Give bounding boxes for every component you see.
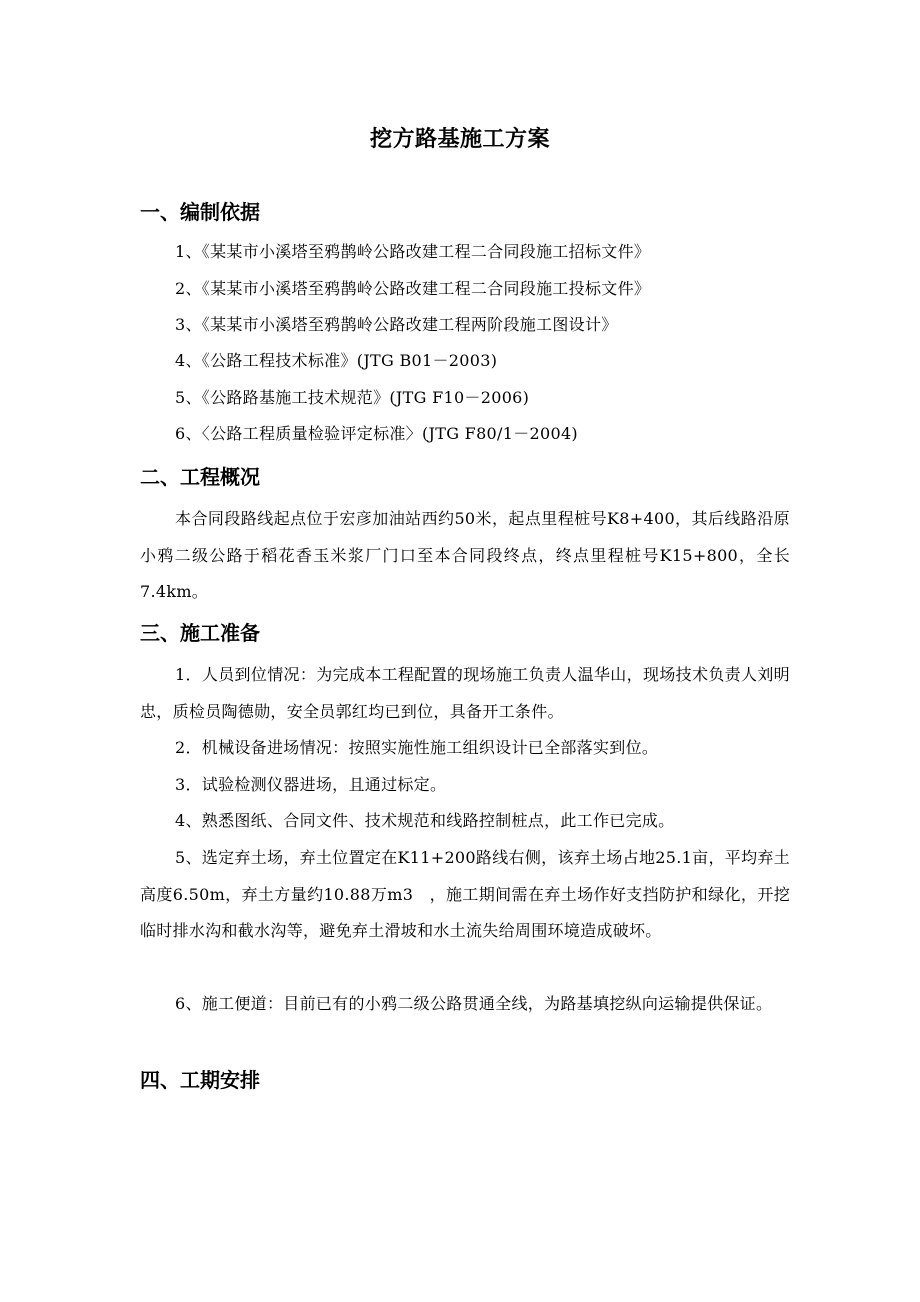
preparation-paragraph-4: 4、熟悉图纸、合同文件、技术规范和线路控制桩点，此工作已完成。: [175, 811, 675, 830]
preparation-paragraph-1: 1．人员到位情况：为完成本工程配置的现场施工负责人温华山，现场技术负责人刘明忠，质检员陶德勋，安全员郭红均已到位，具备开工条件。: [140, 665, 790, 721]
basis-item-5: 5、《公路路基施工技术规范》(JTG F10－2006): [175, 388, 530, 407]
section-heading-preparation: 三、施工准备: [140, 621, 260, 645]
basis-item-6: 6、〈公路工程质量检验评定标准〉(JTG F80/1－2004): [175, 424, 578, 443]
section-heading-schedule: 四、工期安排: [140, 1068, 260, 1092]
preparation-paragraph-3: 3．试验检测仪器进场，且通过标定。: [175, 775, 447, 794]
overview-paragraph: 本合同段路线起点位于宏彦加油站西约50米，起点里程桩号K8+400，其后线路沿原小鸦二级公路于稻花香玉米浆厂门口至本合同段终点，终点里程桩号K15+800，全长7.4km。: [140, 509, 790, 601]
basis-item-2: 2、《某某市小溪塔至鸦鹊岭公路改建工程二合同段施工投标文件》: [175, 279, 651, 298]
document-title: 挖方路基施工方案: [369, 127, 550, 152]
section-heading-basis: 一、编制依据: [140, 200, 260, 224]
basis-item-1: 1、《某某市小溪塔至鸦鹊岭公路改建工程二合同段施工招标文件》: [175, 242, 651, 261]
basis-item-4: 4、《公路工程技术标准》(JTG B01－2003): [175, 351, 498, 370]
preparation-paragraph-5: 5、选定弃土场，弃土位置定在K11+200路线右侧，该弃土场占地25.1亩，平均弃土高度6.50m，弃土方量约10.88万m3 ，施工期间需在弃土场作好支挡防护和绿化，开挖临时排水沟和截水沟等，避免弃土滑坡和水土流失给周围环境造成破坏。: [140, 848, 790, 940]
section-heading-overview: 二、工程概况: [140, 465, 260, 489]
preparation-paragraph-6: 6、施工便道：目前已有的小鸦二级公路贯通全线，为路基填挖纵向运输提供保证。: [175, 994, 773, 1013]
basis-item-3: 3、《某某市小溪塔至鸦鹊岭公路改建工程两阶段施工图设计》: [175, 315, 618, 334]
preparation-paragraph-2: 2．机械设备进场情况：按照实施性施工组织设计已全部落实到位。: [175, 738, 659, 757]
